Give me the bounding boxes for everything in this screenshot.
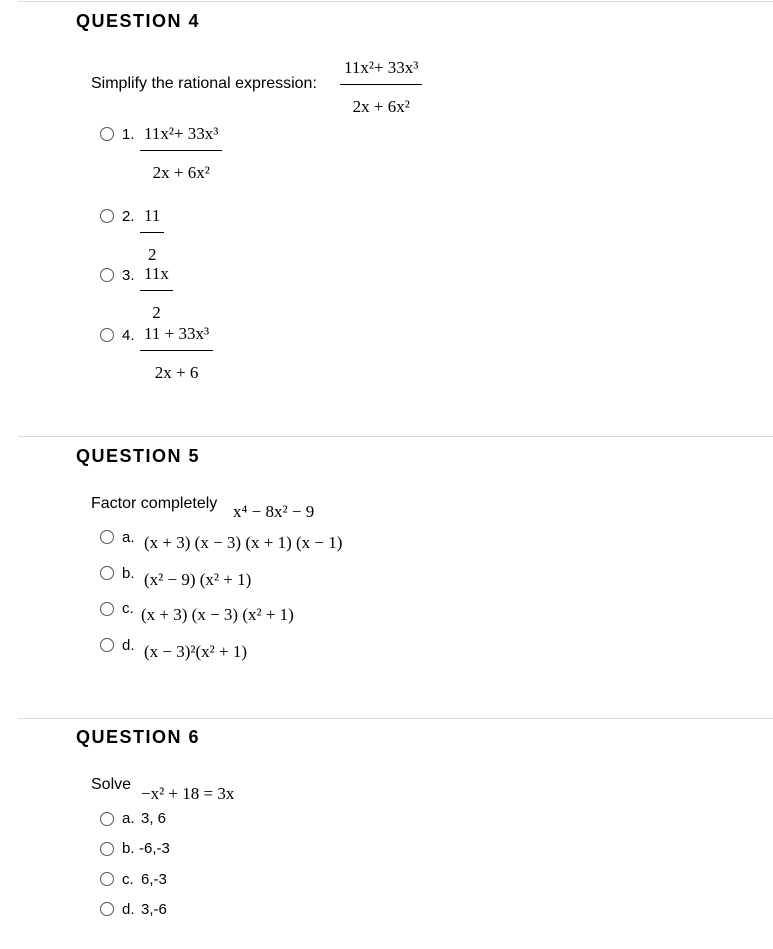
q4-option-1-denominator: 2x + 6x² <box>152 163 210 182</box>
q6-option-a-label[interactable]: a. <box>122 810 135 827</box>
q4-option-2-label[interactable]: 2. <box>122 208 135 225</box>
q5-option-a-radio[interactable] <box>100 530 114 544</box>
q4-option-3-value[interactable] <box>140 264 173 323</box>
q6-option-c-label[interactable]: c. <box>122 871 134 888</box>
q4-option-1-radio[interactable] <box>100 127 114 141</box>
question-4-prompt: Simplify the rational expression: <box>91 75 317 92</box>
q6-option-c-radio[interactable] <box>100 872 114 886</box>
q4-option-2-value[interactable] <box>140 206 164 265</box>
separator-q5-q6 <box>18 718 773 719</box>
q4-option-4-value[interactable] <box>140 324 213 383</box>
question-6-prompt: Solve <box>91 776 132 793</box>
q4-option-4-label[interactable]: 4. <box>122 327 135 344</box>
q5-option-d-value[interactable]: (x − 3)²(x² + 1) <box>144 642 248 661</box>
q4-option-2-denominator: 2 <box>147 245 157 264</box>
q6-option-d-value[interactable]: 3,-6 <box>141 901 167 918</box>
question-4-expression <box>340 58 422 117</box>
q4-option-2-numerator: 11 <box>140 206 164 233</box>
question-6-expression: −x² + 18 = 3x <box>141 784 235 803</box>
q5-option-b-value[interactable]: (x² − 9) (x² + 1) <box>144 570 252 589</box>
question-6-title: QUESTION 6 <box>76 727 201 747</box>
q4-option-1-numerator: 11x²+ 33x³ <box>140 124 222 151</box>
q4-option-1-label[interactable]: 1. <box>122 126 135 143</box>
q5-option-b-label[interactable]: b. <box>122 565 135 582</box>
q4-option-4-radio[interactable] <box>100 328 114 342</box>
q5-option-a-value[interactable]: (x + 3) (x − 3) (x + 1) (x − 1) <box>144 533 343 552</box>
q5-option-c-value[interactable]: (x + 3) (x − 3) (x² + 1) <box>141 605 294 624</box>
q5-option-b-radio[interactable] <box>100 566 114 580</box>
expression-denominator: 2x + 6x² <box>352 97 410 116</box>
q4-option-2-radio[interactable] <box>100 209 114 223</box>
q4-option-3-denominator: 2 <box>152 303 161 322</box>
q6-option-c-value[interactable]: 6,-3 <box>141 871 167 888</box>
question-5-prompt: Factor completely <box>91 495 218 512</box>
separator-top <box>18 1 773 2</box>
q6-option-b-radio[interactable] <box>100 842 114 856</box>
q6-option-d-label[interactable]: d. <box>122 901 135 918</box>
q5-option-c-label[interactable]: c. <box>122 600 134 617</box>
q4-option-3-label[interactable]: 3. <box>122 267 135 284</box>
q4-option-3-radio[interactable] <box>100 268 114 282</box>
q4-option-4-denominator: 2x + 6 <box>154 363 199 382</box>
q5-option-a-label[interactable]: a. <box>122 529 135 546</box>
expression-numerator: 11x²+ 33x³ <box>340 58 422 85</box>
question-5-title: QUESTION 5 <box>76 446 201 466</box>
question-5-expression: x⁴ − 8x² − 9 <box>233 502 315 521</box>
q5-option-d-radio[interactable] <box>100 638 114 652</box>
q6-option-b-value[interactable]: -6,-3 <box>139 840 170 857</box>
q5-option-d-label[interactable]: d. <box>122 637 135 654</box>
q6-option-b-label[interactable]: b. <box>122 840 135 857</box>
q4-option-4-numerator: 11 + 33x³ <box>140 324 213 351</box>
separator-q4-q5 <box>18 436 773 437</box>
question-4-title: QUESTION 4 <box>76 11 201 31</box>
q6-option-a-value[interactable]: 3, 6 <box>141 810 167 827</box>
q6-option-a-radio[interactable] <box>100 812 114 826</box>
q4-option-3-numerator: 11x <box>140 264 173 291</box>
q6-option-d-radio[interactable] <box>100 902 114 916</box>
q4-option-1-value[interactable] <box>140 124 222 183</box>
q5-option-c-radio[interactable] <box>100 602 114 616</box>
